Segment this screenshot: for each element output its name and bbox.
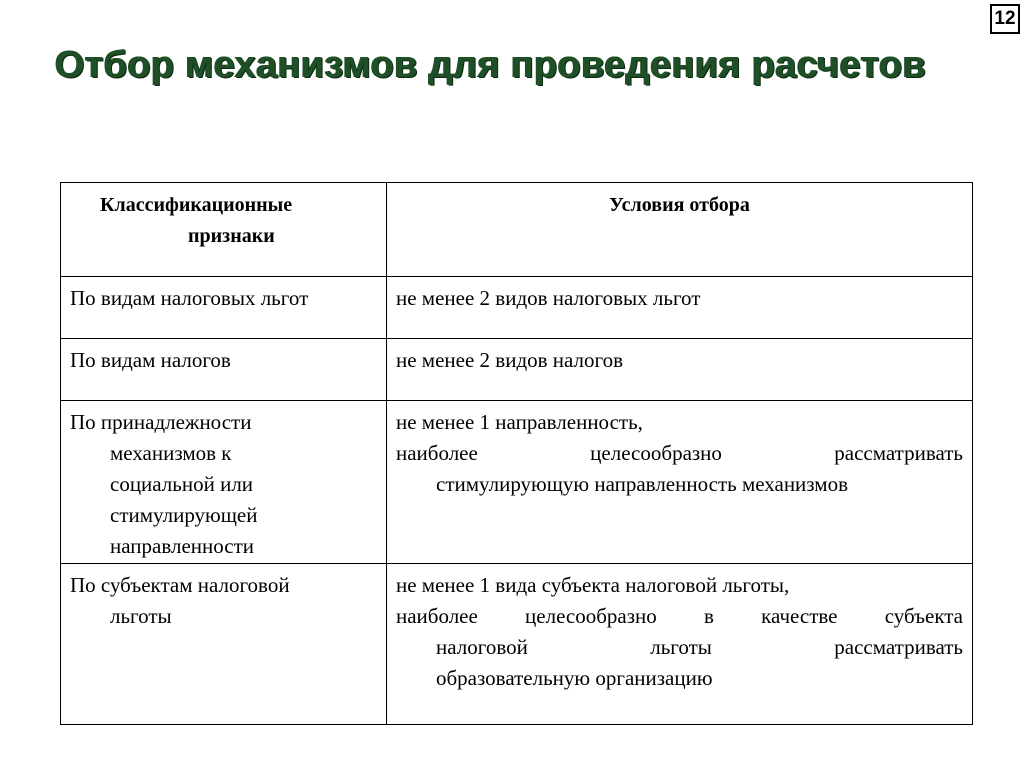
cell-line: стимулирующую направленность механизмов (436, 472, 849, 496)
table-row (61, 339, 973, 401)
cell-line: не менее 2 видов налогов (396, 348, 624, 372)
condition-cell (387, 277, 973, 339)
condition-cell (387, 564, 973, 725)
table-header-row (61, 183, 973, 277)
cell-line: налоговой льготы рассматривать (436, 635, 963, 659)
cell-line: механизмов к (110, 441, 232, 465)
cell-line: По принадлежности (70, 410, 252, 434)
header-line: признаки (188, 225, 275, 247)
cell-line: наиболее целесообразно в качестве субъекта (396, 604, 963, 628)
cell-line: не менее 1 направленность, (396, 410, 643, 434)
cell-line: стимулирующей (110, 503, 258, 527)
criterion-cell (61, 277, 387, 339)
cell-line: наиболее целесообразно рассматривать (396, 441, 963, 465)
header-line: Классификационные (100, 194, 293, 216)
cell-line: не менее 2 видов налоговых льгот (396, 286, 701, 310)
header-selection-conditions: Условия отбора (387, 183, 973, 277)
cell-line: социальной или (110, 472, 254, 496)
table-row (61, 564, 973, 725)
criterion-cell (61, 401, 387, 564)
cell-line: образовательную организацию (436, 666, 713, 690)
condition-cell (387, 401, 973, 564)
condition-cell (387, 339, 973, 401)
selection-table (60, 182, 973, 725)
cell-line: не менее 1 вида субъекта налоговой льготы, (396, 573, 790, 597)
cell-line: По видам налоговых льгот (70, 286, 309, 310)
table-row (61, 277, 973, 339)
cell-line: По субъектам налоговой (70, 573, 290, 597)
table-row (61, 401, 973, 564)
cell-line: направленности (110, 534, 255, 558)
criterion-cell (61, 564, 387, 725)
page-number: 12 (990, 4, 1020, 34)
header-classification-criteria (61, 183, 387, 277)
cell-line: льготы (110, 604, 172, 628)
slide-title: Отбор механизмов для проведения расчетов (55, 44, 927, 86)
cell-line: По видам налогов (70, 348, 231, 372)
criterion-cell (61, 339, 387, 401)
